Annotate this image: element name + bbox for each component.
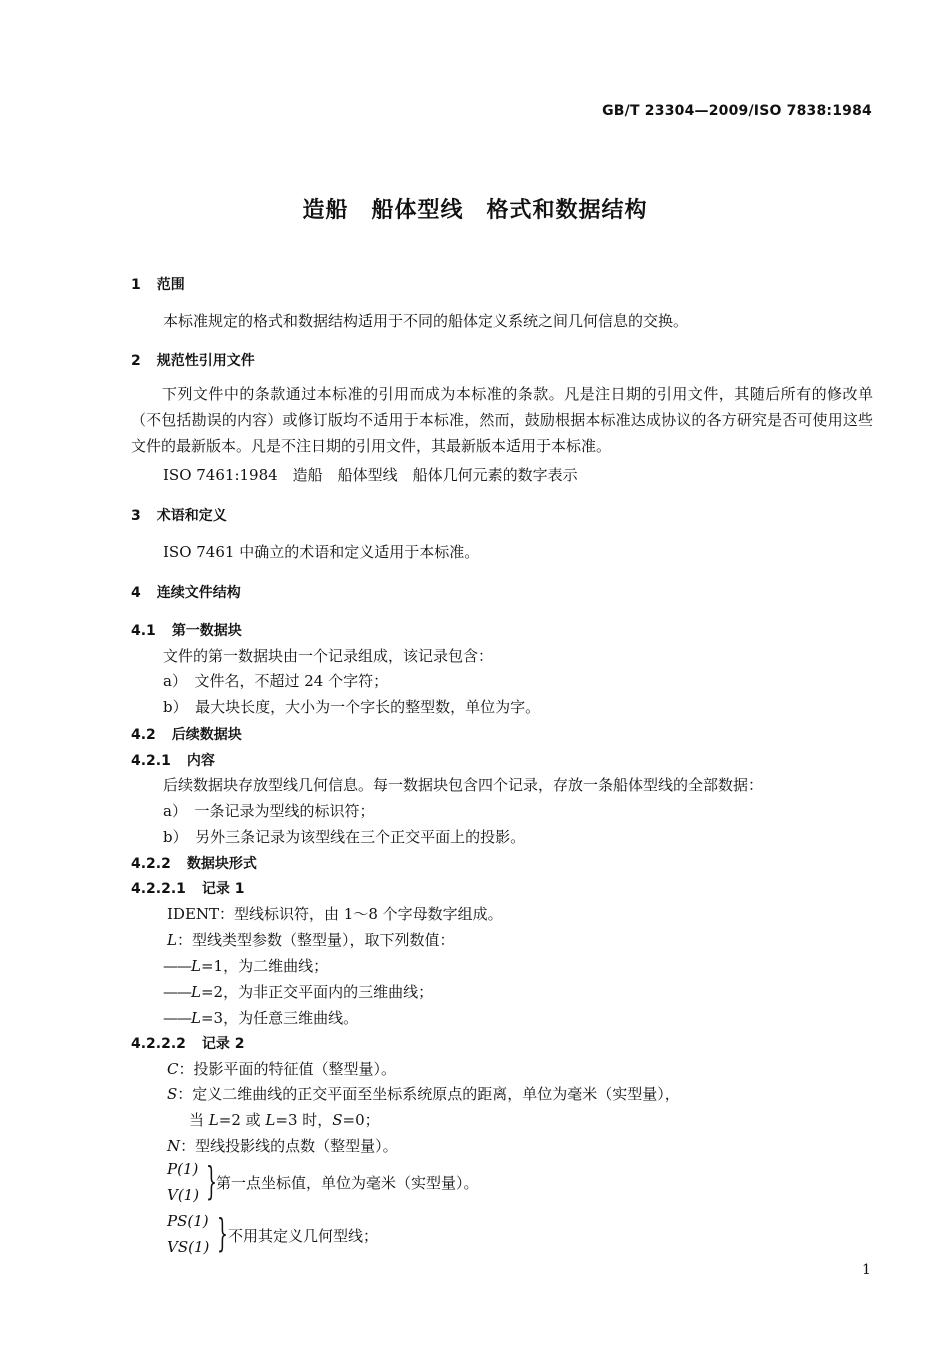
list-item-a: a） 文件名，不超过 24 个字符； [163, 672, 389, 690]
section-number: 1 [131, 277, 141, 293]
section-title: 连续文件结构 [156, 585, 241, 601]
section-1-text: 本标准规定的格式和数据结构适用于不同的船体定义系统之间几何信息的交换。 [163, 312, 689, 330]
ident-definition: IDENT：型线标识符，由 1～8 个字母数字组成。 [167, 905, 503, 923]
l-option-3: ——L=3，为任意三维曲线。 [163, 1009, 359, 1027]
symbol-l: L [167, 931, 177, 949]
symbol-p1: P(1) [167, 1160, 199, 1178]
psvs-description: 不用其定义几何型线； [228, 1227, 379, 1245]
normative-reference: ISO 7461:1984 造船 船体型线 船体几何元素的数字表示 [163, 466, 578, 484]
section-title: 数据块形式 [186, 856, 257, 872]
n-definition: N：型线投影线的点数（整型量）。 [167, 1137, 398, 1155]
section-4-2-1-text: 后续数据块存放型线几何信息。每一数据块包含四个记录，存放一条船体型线的全部数据： [163, 776, 764, 794]
section-number: 4.2.2 [131, 856, 171, 872]
l-option-2: ——L=2，为非正交平面内的三维曲线； [163, 983, 434, 1001]
section-4-1-text: 文件的第一数据块由一个记录组成，该记录包含： [163, 647, 494, 665]
section-title: 第一数据块 [171, 623, 242, 639]
list-item-b: b） 最大块长度，大小为一个字长的整型数，单位为字。 [163, 698, 541, 716]
section-4-2-2-1-heading [131, 878, 245, 898]
section-4-2-2-2-heading [131, 1033, 245, 1053]
document-code-header: GB/T 23304—2009/ISO 7838:1984 [602, 103, 872, 119]
right-brace: } [217, 1211, 228, 1255]
section-title: 规范性引用文件 [156, 353, 255, 369]
section-number: 2 [131, 353, 141, 369]
s-condition: 当 L=2 或 L=3 时，S=0； [189, 1111, 380, 1129]
section-number: 4.2.2.1 [131, 881, 186, 897]
section-title: 内容 [186, 753, 215, 769]
section-title: 术语和定义 [156, 508, 227, 524]
l-definition: L：型线类型参数（整型量），取下列数值： [167, 931, 455, 949]
section-number: 4 [131, 585, 141, 601]
l-option-1: ——L=1，为二维曲线； [163, 957, 329, 975]
section-4-heading [131, 582, 241, 602]
section-number: 3 [131, 508, 141, 524]
page-number: 1 [862, 1262, 871, 1278]
section-3-heading [131, 505, 227, 525]
symbol-vs1: VS(1) [167, 1238, 210, 1256]
section-4-2-1-heading [131, 750, 215, 770]
section-4-2-heading [131, 724, 242, 744]
list-item-b: b） 另外三条记录为该型线在三个正交平面上的投影。 [163, 828, 526, 846]
right-brace: } [206, 1159, 217, 1203]
symbol-v1: V(1) [167, 1186, 200, 1204]
section-number: 4.1 [131, 623, 156, 639]
section-title: 范围 [156, 277, 185, 293]
section-4-2-2-heading [131, 853, 257, 873]
document-title: 造船 船体型线 格式和数据结构 [302, 198, 648, 223]
section-number: 4.2 [131, 727, 156, 743]
section-title: 记录 1 [201, 881, 245, 897]
section-1-heading [131, 274, 185, 294]
s-definition: S：定义二维曲线的正交平面至坐标系统原点的距离，单位为毫米（实型量）， [167, 1085, 680, 1103]
symbol-ps1: PS(1) [167, 1212, 209, 1230]
list-item-a: a） 一条记录为型线的标识符； [163, 802, 375, 820]
section-2-paragraph: 下列文件中的条款通过本标准的引用而成为本标准的条款。凡是注日期的引用文件，其随后所有的修改单（不包括勘误的内容）或修订版均不适用于本标准，然而，鼓励根据本标准达成协议的各方研究是否可使用这些文件的最新版本。凡是不注日期的引用文件，其最新版本适用于本标准。 [131, 385, 873, 455]
section-number: 4.2.2.2 [131, 1036, 186, 1052]
section-title: 后续数据块 [171, 727, 242, 743]
section-2-heading [131, 350, 255, 370]
section-3-text: ISO 7461 中确立的术语和定义适用于本标准。 [163, 543, 480, 561]
section-number: 4.2.1 [131, 753, 171, 769]
section-4-1-heading [131, 620, 242, 640]
c-definition: C：投影平面的特征值（整型量）。 [167, 1060, 396, 1078]
section-title: 记录 2 [201, 1036, 245, 1052]
pv-description: 第一点坐标值，单位为毫米（实型量）。 [216, 1174, 479, 1192]
